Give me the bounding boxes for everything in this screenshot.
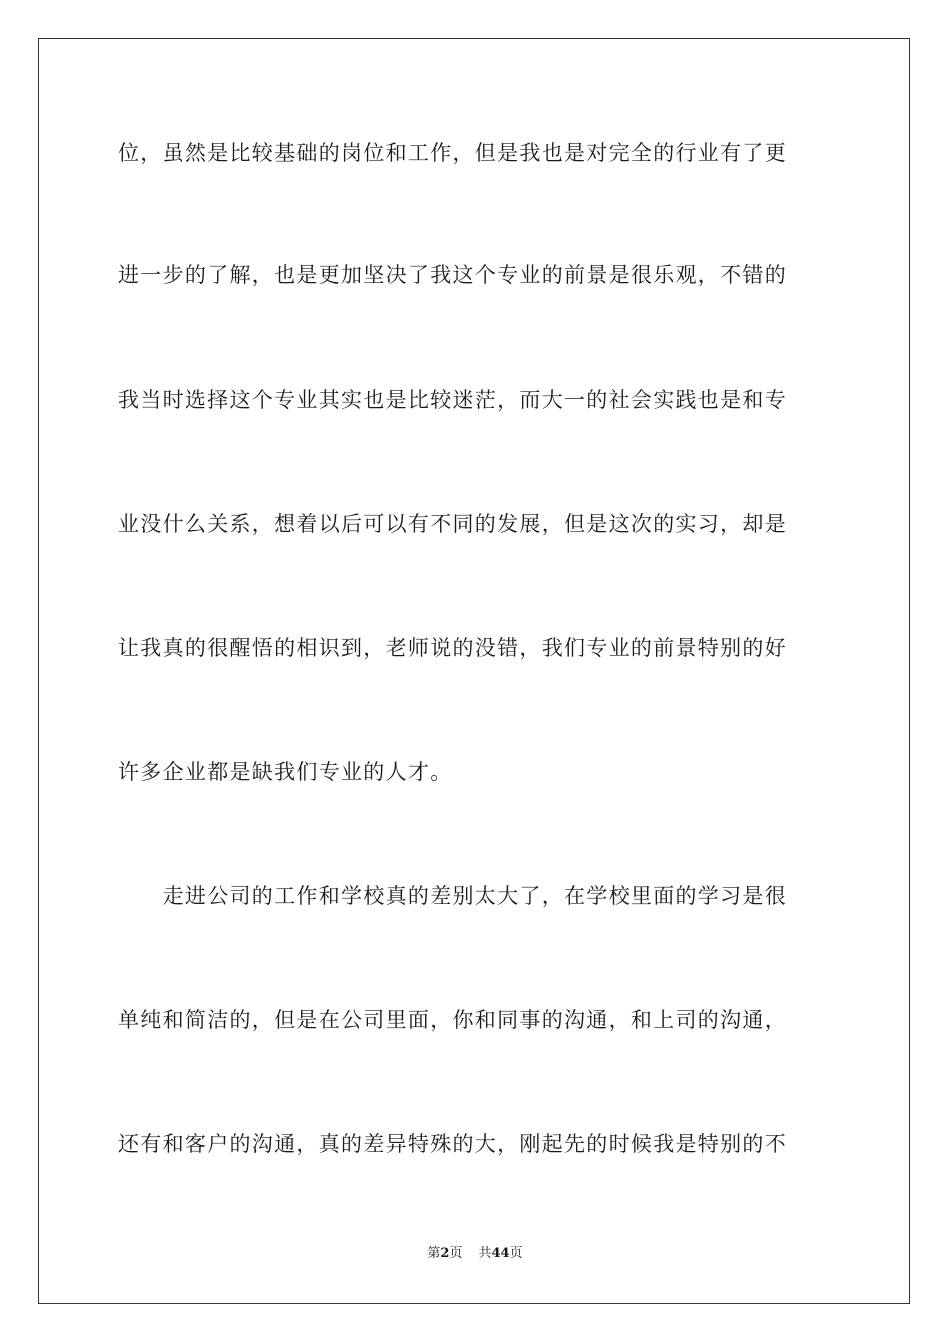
total-pages-suffix: 页: [509, 1246, 523, 1261]
total-page-count: 44: [491, 1246, 510, 1261]
body-text-line: 走进公司的工作和学校真的差别太大了，在学校里面的学习是很: [118, 884, 787, 908]
body-text-line: 业没什么关系，想着以后可以有不同的发展，但是这次的实习，却是: [118, 512, 787, 536]
body-text-line: 还有和客户的沟通，真的差异特殊的大，刚起先的时候我是特别的不: [118, 1132, 787, 1156]
page-footer: [0, 1245, 950, 1263]
body-text-line: 我当时选择这个专业其实也是比较迷茫，而大一的社会实践也是和专: [118, 388, 787, 412]
page-number-prefix: 第: [427, 1246, 441, 1261]
body-text-line: 单纯和简洁的，但是在公司里面，你和同事的沟通，和上司的沟通，: [118, 1008, 787, 1032]
body-text-line: 让我真的很醒悟的相识到，老师说的没错，我们专业的前景特别的好: [118, 636, 787, 660]
total-pages-prefix: 共: [478, 1246, 492, 1261]
body-text-line: 进一步的了解，也是更加坚决了我这个专业的前景是很乐观，不错的: [118, 263, 787, 287]
body-text-line: 位，虽然是比较基础的岗位和工作，但是我也是对完全的行业有了更: [118, 141, 787, 165]
page-number-suffix: 页: [449, 1246, 463, 1261]
body-text-line: 许多企业都是缺我们专业的人才。: [118, 760, 453, 784]
current-page-number: 2: [440, 1246, 450, 1261]
page-border: [38, 38, 910, 1304]
